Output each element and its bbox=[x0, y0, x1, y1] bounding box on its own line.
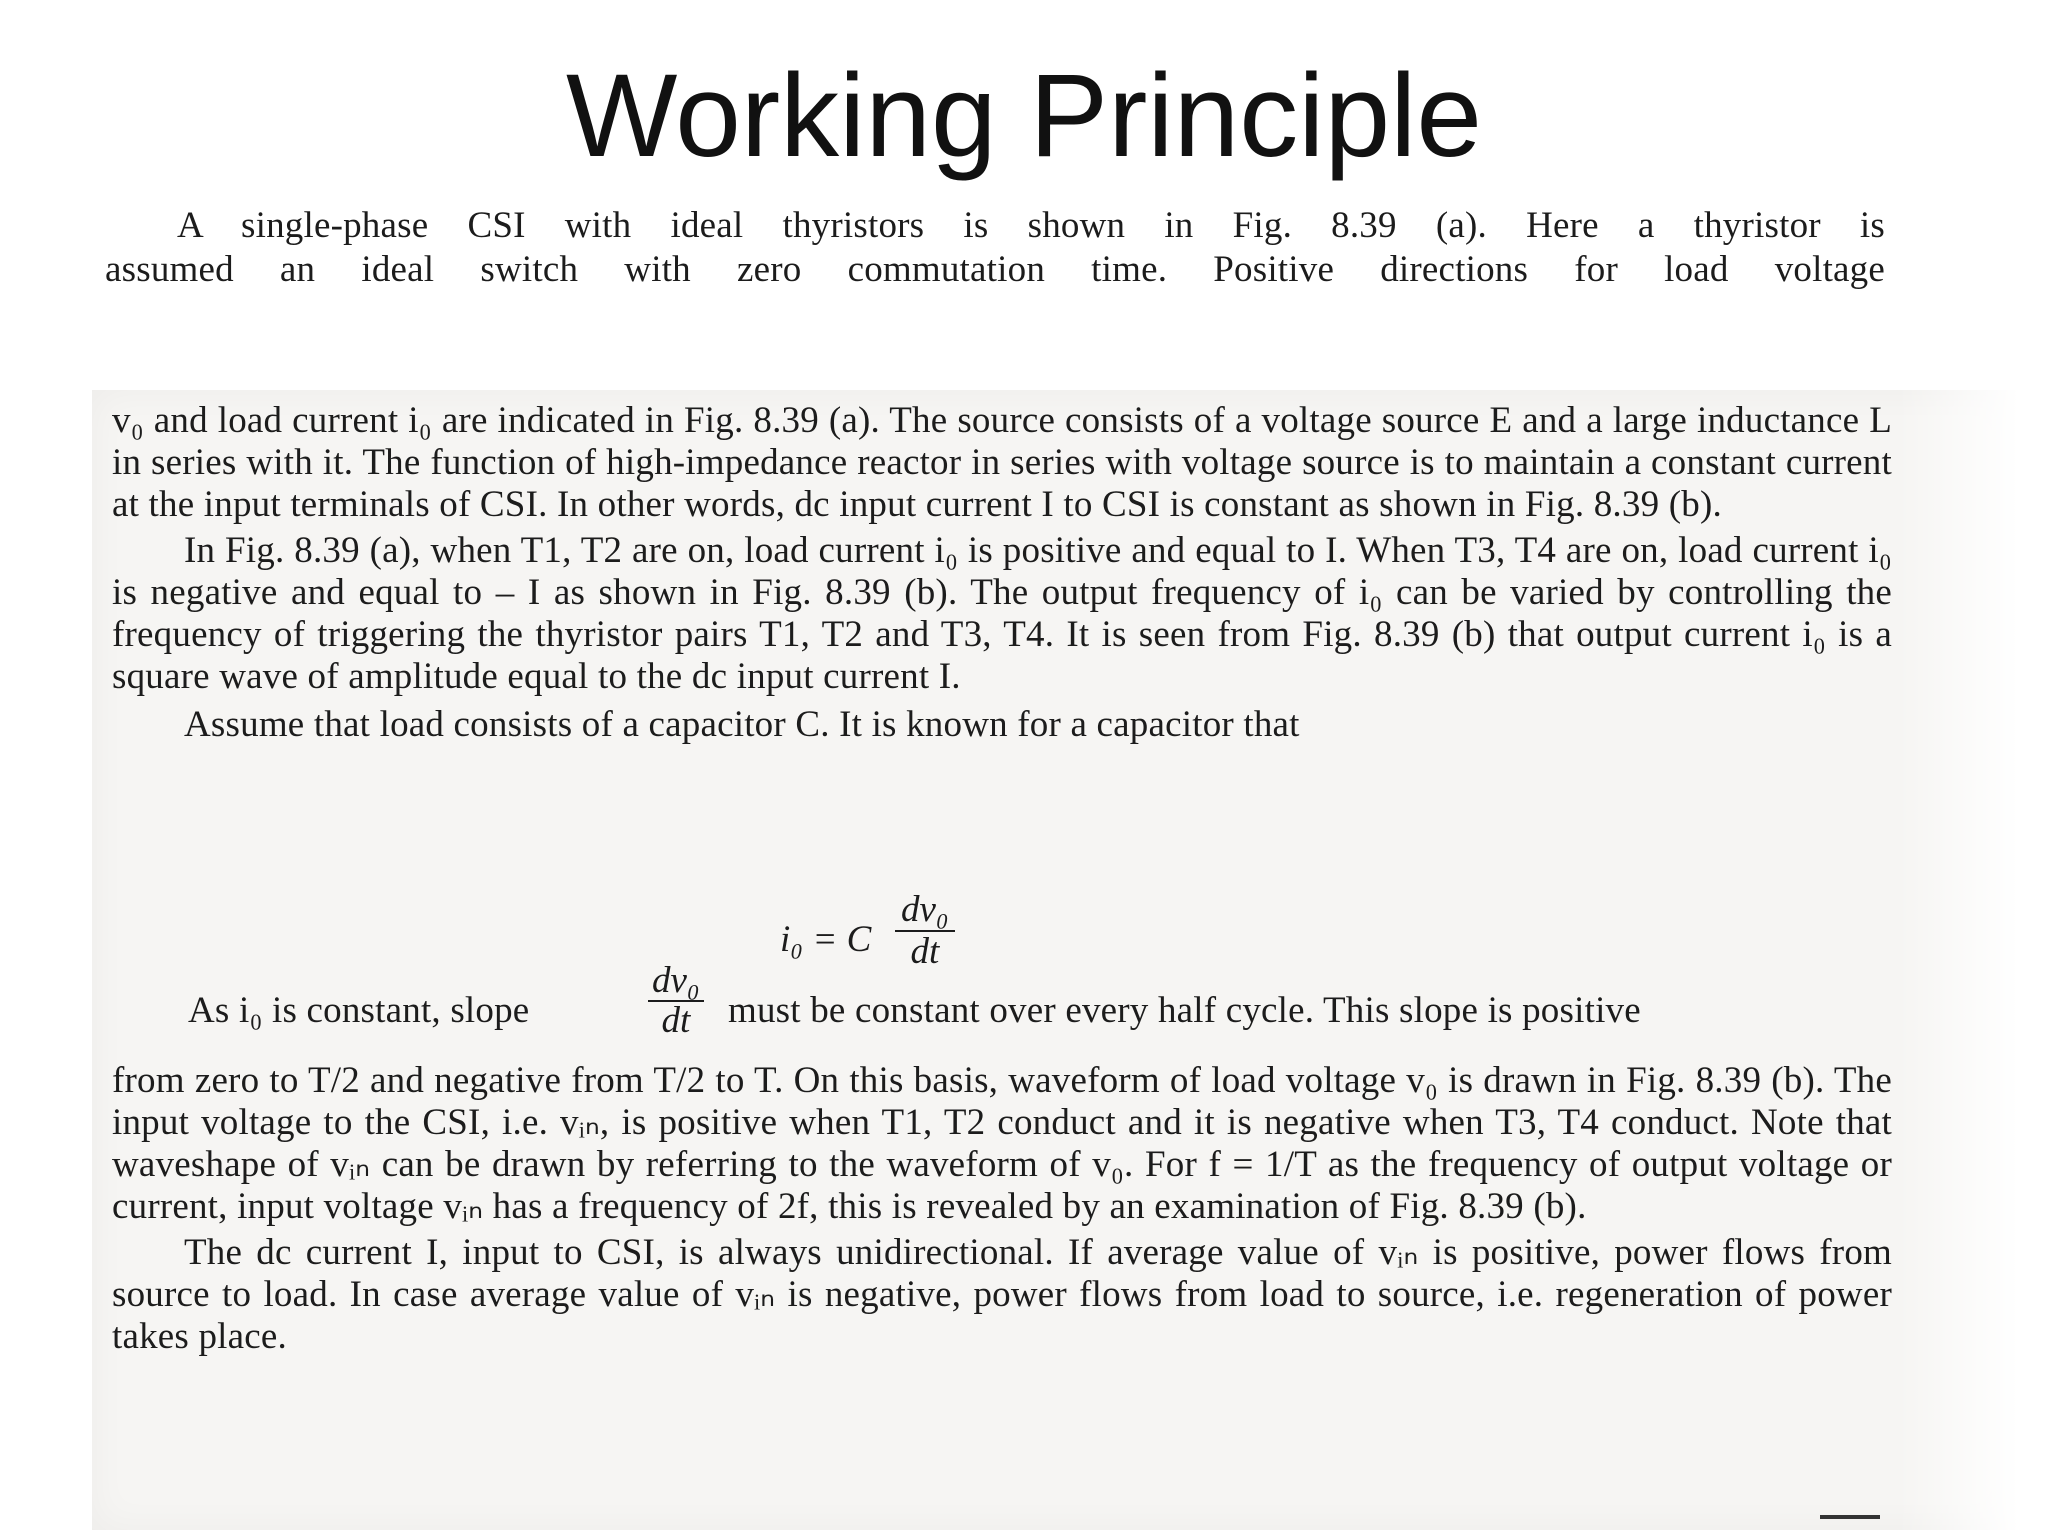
paragraph-load-source: v₀ and load current i₀ are indicated in Fig. 8.39 (a). The source consists of a voltage source E and a large inductance L in series with it. The function of high-impedance reactor in series with voltage source is to maintain a constant current at the input terminals of CSI. In other words, dc input current I to CSI is constant as shown in Fig. 8.39 (b). bbox=[112, 400, 1892, 525]
scanned-intro bbox=[105, 205, 1885, 327]
slope-numerator: dv₀ bbox=[648, 962, 704, 1002]
slope-denominator: dt bbox=[661, 1000, 691, 1041]
equation-numerator: dv₀ bbox=[895, 890, 955, 932]
capacitor-equation bbox=[720, 890, 1120, 980]
equation-fraction bbox=[895, 890, 955, 972]
intro-line-1: A single-phase CSI with ideal thyristors is shown in Fig. 8.39 (a). Here a thyristor is bbox=[177, 205, 1885, 246]
slide-title: Working Principle bbox=[566, 50, 1482, 182]
paragraph-waveform: from zero to T/2 and negative from T/2 to T. On this basis, waveform of load voltage v₀ is drawn in Fig. 8.39 (b). The input voltage to the CSI, i.e. vᵢₙ, is positive when T1, T2 conduct and it is negative when T3, T4 conduct. Note that waveshape of vᵢₙ can be drawn by referring to the waveform of v₀. For f = 1/T as the frequency of output voltage or current, input voltage vᵢₙ has a frequency of 2f, this is revealed by an examination of Fig. 8.39 (b). bbox=[112, 1060, 1892, 1227]
equation-denominator: dt bbox=[910, 931, 940, 972]
slope-fraction bbox=[648, 962, 704, 1040]
text-block-lower bbox=[112, 1060, 1892, 1358]
paragraph-thyristor-pairs: In Fig. 8.39 (a), when T1, T2 are on, load current i₀ is positive and equal to I. When T3, T4 are on, load current i₀ is negative and equal to – I as shown in Fig. 8.39 (b). The output frequency of i₀ can be varied by controlling the frequency of triggering the thyristor pairs T1, T2 and T3, T4. It is seen from Fig. 8.39 (b) that output current i₀ is a square wave of amplitude equal to the dc input current I. bbox=[112, 530, 1892, 697]
slope-text-before: As i₀ is constant, slope bbox=[188, 990, 530, 1031]
text-block-upper bbox=[112, 400, 1892, 746]
paragraph-power-flow: The dc current I, input to CSI, is always unidirectional. If average value of vᵢₙ is positive, power flows from source to load. In case average value of vᵢₙ is negative, power flows from load to source, i.e. regeneration of power takes place. bbox=[112, 1232, 1892, 1357]
paragraph-capacitor-load: Assume that load consists of a capacitor C. It is known for a capacitor that bbox=[184, 704, 1300, 745]
equation-lhs: i₀ = C bbox=[780, 919, 872, 960]
slope-text-after: must be constant over every half cycle. This slope is positive bbox=[728, 990, 1641, 1031]
scan-mark bbox=[1820, 1515, 1880, 1519]
intro-line-2: assumed an ideal switch with zero commutation time. Positive directions for load voltage bbox=[105, 249, 1885, 290]
